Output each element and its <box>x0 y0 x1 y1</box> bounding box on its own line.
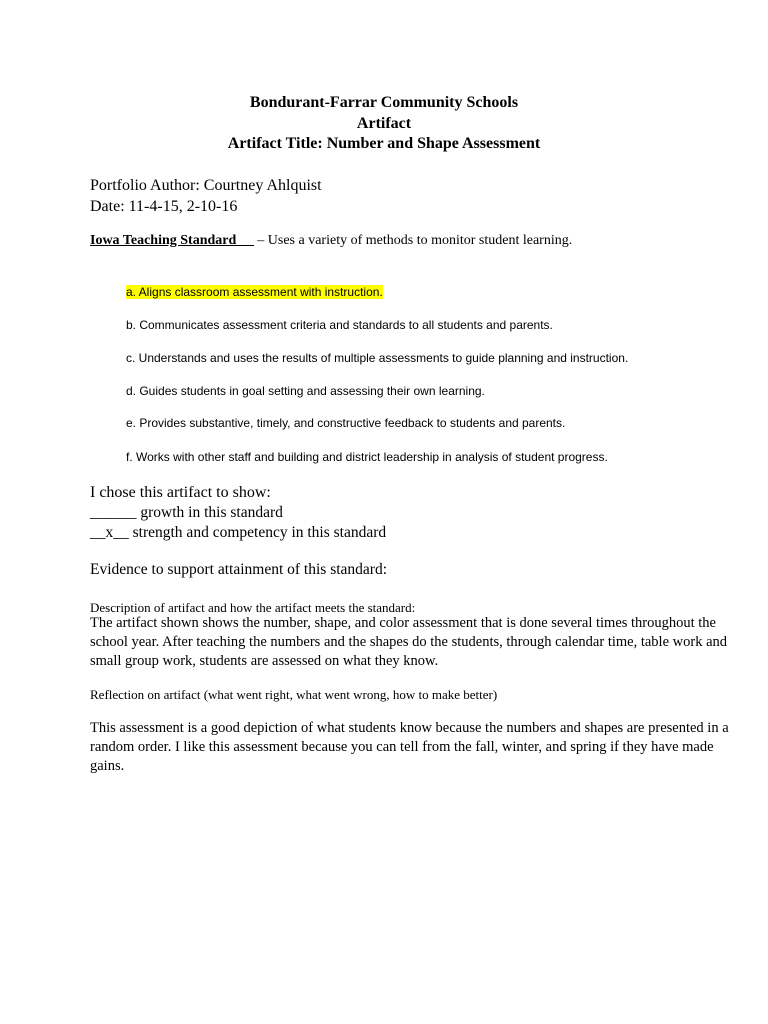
artifact-title: Artifact Title: Number and Shape Assessment <box>227 135 541 152</box>
description-label: Description of artifact and how the artifact meets the standard: <box>90 600 416 615</box>
description-body: The artifact shown shows the number, shape, and color assessment that is done several times throughout the school year. After teaching the numbers and the shapes do the students, through calendar time, table work and small group work, students are assessed on what they know. <box>90 615 728 669</box>
criterion-item <box>126 318 553 332</box>
criterion-text: e. Provides substantive, timely, and constructive feedback to students and parents. <box>126 416 566 430</box>
criterion-item <box>126 416 565 430</box>
criterion-item <box>126 384 485 398</box>
criterion-item <box>126 351 628 365</box>
criterion-text-highlighted: a. Aligns classroom assessment with instruction. <box>126 285 383 299</box>
criterion-text: b. Communicates assessment criteria and standards to all students and parents. <box>126 318 553 332</box>
criterion-item <box>126 450 608 464</box>
choice-growth: ______ growth in this standard <box>90 504 283 521</box>
teaching-standard <box>90 233 572 249</box>
school-name: Bondurant-Farrar Community Schools <box>249 94 519 111</box>
author-block <box>90 176 322 217</box>
choice-prompt: I chose this artifact to show: <box>90 484 271 501</box>
standard-description: – Uses a variety of methods to monitor student learning. <box>253 233 573 248</box>
criterion-text: d. Guides students in goal setting and assessing their own learning. <box>126 384 485 398</box>
document-type: Artifact <box>356 114 412 132</box>
artifact-choice <box>90 483 386 543</box>
evidence-heading: Evidence to support attainment of this standard: <box>90 561 388 578</box>
portfolio-author: Portfolio Author: Courtney Ahlquist <box>90 177 322 194</box>
reflection-body: This assessment is a good depiction of what students know because the numbers and shapes are presented in a random order. I like this assessment because you can tell from the fall, winter, and spring if they have made gains. <box>90 720 729 774</box>
document-header <box>0 93 768 155</box>
criterion-text: f. Works with other staff and building and district leadership in analysis of student progress. <box>126 450 608 464</box>
reflection-label: Reflection on artifact (what went right, what went wrong, how to make better) <box>90 687 498 702</box>
criterion-text: c. Understands and uses the results of multiple assessments to guide planning and instruction. <box>126 351 629 365</box>
criterion-item <box>126 285 383 299</box>
standard-label: Iowa Teaching Standard __ <box>90 233 254 248</box>
choice-strength: __x__ strength and competency in this standard <box>90 524 387 541</box>
artifact-date: Date: 11-4-15, 2-10-16 <box>90 197 238 215</box>
